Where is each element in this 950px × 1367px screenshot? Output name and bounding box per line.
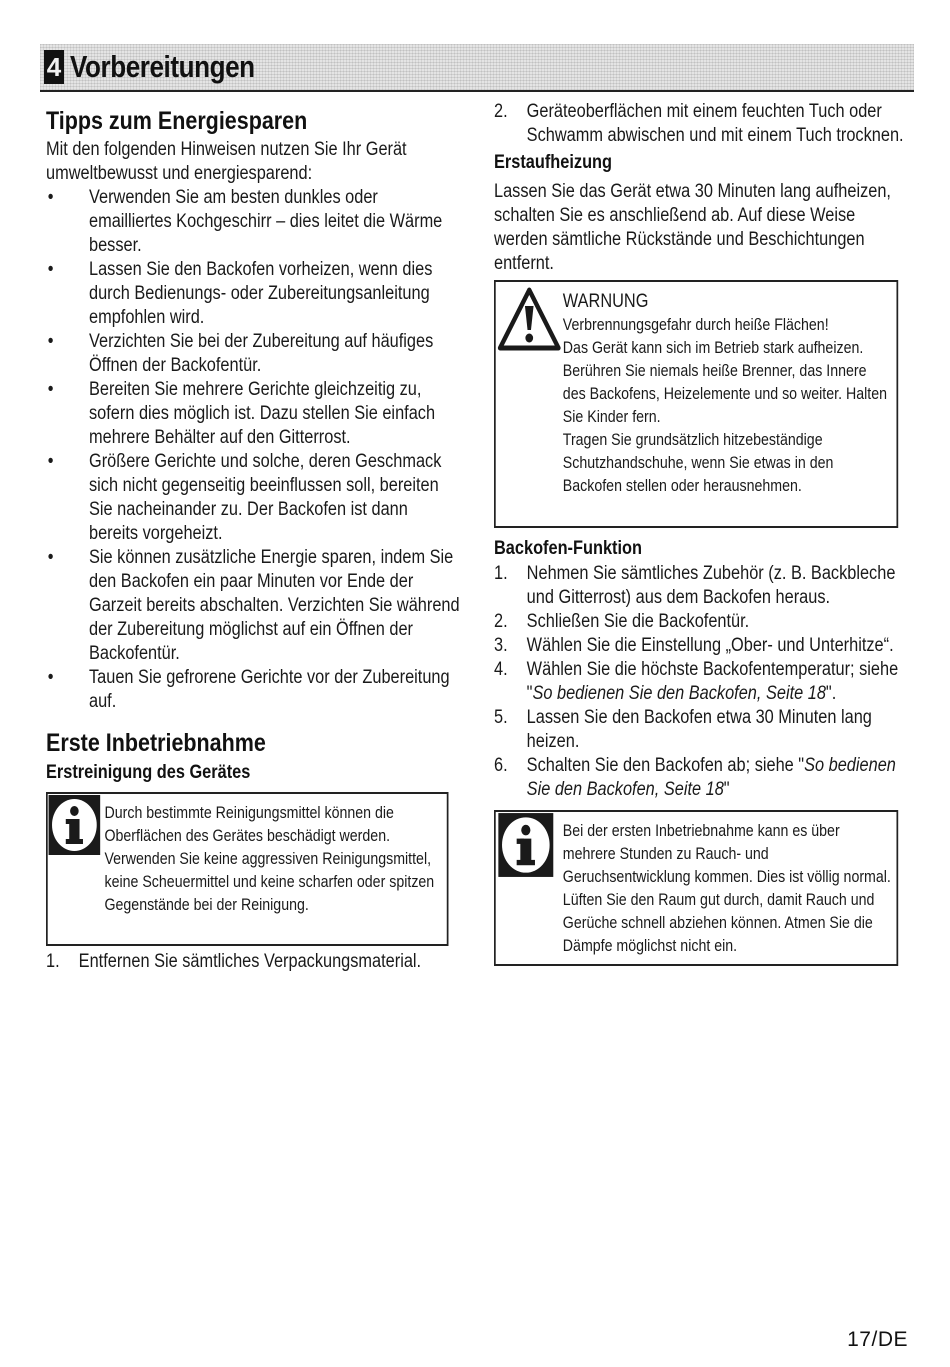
chapter-title: Vorbereitungen	[70, 49, 255, 84]
list-item: 5. Lassen Sie den Backofen etwa 30 Minuten lang heizen.	[494, 707, 872, 752]
info-icon	[48, 794, 101, 861]
list-item: • Verzichten Sie bei der Zubereitung auf häufiges Öffnen der Backofentür.	[47, 331, 434, 376]
cleaning-steps	[46, 950, 461, 974]
info-icon	[497, 812, 554, 883]
energy-title: Tipps zum Energiesparen	[46, 107, 308, 135]
heating-text: Lassen Sie das Gerät etwa 30 Minuten lang aufheizen, schalten Sie es anschließend ab. Auf diese Weise werden sämtliche Rückstände und Beschichtungen entfernt.	[494, 181, 891, 274]
chapter-number: 4	[44, 50, 64, 84]
warning-text: Verbrennungsgefahr durch heiße Flächen! Das Gerät kann sich im Betrieb stark aufheizen. Berühren Sie niemals heiße Brenner, das Innere des Backofens, Heizelemente und so weiter. Halten Sie Kinder fern. Tragen Sie grundsätzlich hitzebeständige Schutzhandschuhe, wenn Sie etwas in den Backofen stellen oder herausnehmen.	[562, 316, 887, 495]
heating-title: Erstaufheizung	[494, 152, 613, 173]
oven-function-title: Backofen-Funktion	[494, 538, 642, 559]
bullet-icon: •	[47, 187, 54, 208]
left-column	[46, 100, 462, 974]
bullet-icon: •	[47, 331, 54, 352]
list-item: 4. Wählen Sie die höchste Backofentemperatur; siehe "So bedienen Sie den Backofen, Seite 18".	[494, 659, 899, 704]
info-text-smoke: Bei der ersten Inbetriebnahme kann es über mehrere Stunden zu Rauch- und Geruchsentwicklung kommen. Dies ist völlig normal. Lüften Sie den Raum gut durch, damit Rauch und Gerüche schnell abziehen können. Atmen Sie die Dämpfe möglichst nicht ein.	[562, 822, 891, 955]
bullet-icon: •	[47, 379, 54, 400]
list-item: 1. Entfernen Sie sämtliches Verpackungsmaterial.	[46, 951, 422, 972]
oven-function-steps	[494, 562, 909, 802]
warning-box	[494, 280, 898, 528]
energy-intro: Mit den folgenden Hinweisen nutzen Sie Ihr Gerät umweltbewusst und energiesparend:	[46, 139, 407, 184]
right-column	[494, 100, 910, 966]
energy-tips-list	[46, 186, 461, 714]
cross-reference-link[interactable]: So bedienen Sie den Backofen, Seite 18	[526, 755, 896, 800]
list-item: 2. Geräteoberflächen mit einem feuchten Tuch oder Schwamm abwischen und mit einem Tuch trocknen.	[494, 101, 904, 146]
list-item: • Tauen Sie gefrorene Gerichte vor der Zubereitung auf.	[47, 667, 450, 712]
first-use-title: Erste Inbetriebnahme	[46, 729, 266, 757]
cleaning-title: Erstreinigung des Gerätes	[46, 762, 251, 783]
page-number: 17/DE	[847, 1328, 908, 1351]
info-text-cleaning: Durch bestimmte Reinigungsmittel können die Oberflächen des Gerätes beschädigt werden. Verwenden Sie keine aggressiven Reinigungsmittel, keine Scheuermittel und keine scharfen oder spitzen Gegenstände bei der Reinigung.	[104, 804, 435, 914]
bullet-icon: •	[47, 667, 54, 688]
list-item: • Größere Gerichte und solche, deren Geschmack sich nicht gegenseitig beeinflussen soll, bereiten Sie nacheinander zu. Der Backofen ist dann bereits vorgeheizt.	[47, 451, 442, 544]
cross-reference-link[interactable]: So bedienen Sie den Backofen, Seite 18	[532, 683, 826, 704]
list-item: 1. Nehmen Sie sämtliches Zubehör (z. B. Backbleche und Gitterrost) aus dem Backofen heraus.	[494, 563, 896, 608]
warning-icon	[497, 286, 561, 357]
list-item: • Bereiten Sie mehrere Gerichte gleichzeitig zu, sofern dies möglich ist. Dazu stellen Sie einfach mehrere Behälter auf den Gitterrost.	[47, 379, 436, 448]
list-item: • Sie können zusätzliche Energie sparen, indem Sie den Backofen ein paar Minuten vor Ende der Garzeit bereits abschalten. Verzichten Sie während der Zubereitung möglichst auf ein Öffnen der Backofentür.	[47, 547, 460, 664]
list-item: • Verwenden Sie am besten dunkles oder emailliertes Kochgeschirr – dies leitet die Wärme besser.	[47, 187, 443, 256]
chapter-header	[40, 44, 914, 92]
info-box-cleaning	[46, 792, 448, 946]
list-item: 3. Wählen Sie die Einstellung „Ober- und Unterhitze“.	[494, 635, 894, 656]
list-item: 2. Schließen Sie die Backofentür.	[494, 611, 750, 632]
cleaning-steps-continued	[494, 100, 909, 148]
info-box-smoke	[494, 810, 898, 966]
bullet-icon: •	[47, 451, 54, 472]
warning-title: WARNUNG	[562, 291, 649, 312]
list-item: • Lassen Sie den Backofen vorheizen, wenn dies durch Bedienungs- oder Zubereitungsanleitung empfohlen wird.	[47, 259, 433, 328]
list-item: 6. Schalten Sie den Backofen ab; siehe "So bedienen Sie den Backofen, Seite 18"	[494, 755, 896, 800]
bullet-icon: •	[47, 259, 54, 280]
bullet-icon: •	[47, 547, 54, 568]
